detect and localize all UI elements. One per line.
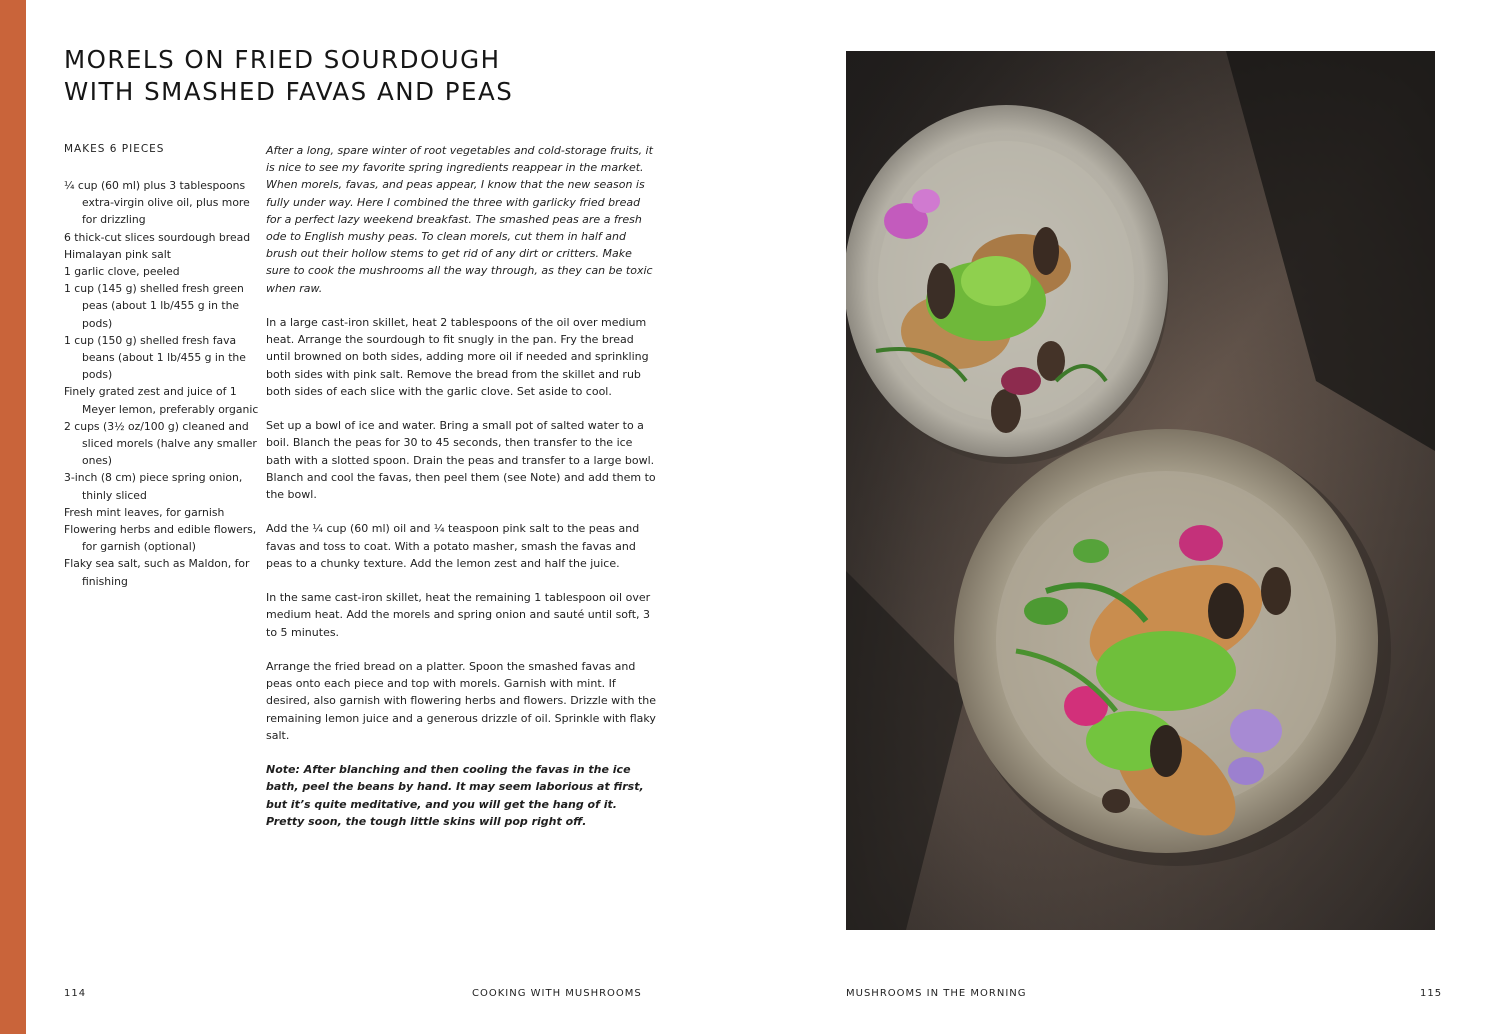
- recipe-title: [64, 44, 513, 108]
- ingredient-item: 3-inch (8 cm) piece spring onion, thinly sliced: [64, 471, 243, 502]
- ingredient-item: 1 cup (150 g) shelled fresh fava beans (about 1 lb/455 g in the pods): [64, 333, 246, 382]
- ingredient-item: 1 garlic clove, peeled: [64, 265, 180, 279]
- headnote: After a long, spare winter of root vegetables and cold-storage fruits, it is nice to see my favorite spring ingredients reappear in the market. When morels, favas, and peas appear, I know that the new season is fully under way. Here I combined the three with garlicky fried bread for a perfect lazy weekend breakfast. The smashed peas are a fresh ode to English mushy peas. To clean morels, cut them in half and brush out their hollow stems to get rid of any dirt or critters. Make sure to cook the mushrooms all the way through, as they can be toxic when raw.: [266, 144, 653, 295]
- method-step: Set up a bowl of ice and water. Bring a small pot of salted water to a boil. Blanch the peas for 30 to 45 seconds, then transfer to the ice bath with a slotted spoon. Drain the peas and transfer to a large bowl. Blanch and cool the favas, then peel them (see Note) and add them to the bowl.: [266, 419, 656, 502]
- ingredient-list: [64, 177, 260, 590]
- method-step: Arrange the fried bread on a platter. Spoon the smashed favas and peas onto each piece and top with morels. Garnish with mint. If desired, also garnish with flowering herbs and flowers. Drizzle with the remaining lemon juice and a generous drizzle of oil. Sprinkle with flaky salt.: [266, 660, 657, 742]
- recipe-photo: [846, 51, 1435, 930]
- ingredient-item: ¼ cup (60 ml) plus 3 tablespoons extra-virgin olive oil, plus more for drizzling: [64, 179, 250, 227]
- page-edge-color-band: [0, 0, 26, 1034]
- ingredient-item: Fresh mint leaves, for garnish: [64, 505, 225, 519]
- ingredient-item: 1 cup (145 g) shelled fresh green peas (about 1 lb/455 g in the pods): [64, 282, 244, 330]
- recipe-yield: MAKES 6 PIECES: [64, 143, 165, 155]
- ingredient-item: 6 thick-cut slices sourdough bread: [64, 230, 251, 244]
- ingredient-item: 2 cups (3½ oz/100 g) cleaned and sliced morels (halve any smaller ones): [64, 419, 257, 468]
- method-step: In the same cast-iron skillet, heat the remaining 1 tablespoon oil over medium heat. Add the morels and spring onion and sauté until soft, 3 to 5 minutes.: [266, 591, 651, 639]
- left-running-head: COOKING WITH MUSHROOMS: [472, 988, 642, 999]
- recipe-note: Note: After blanching and then cooling the favas in the ice bath, peel the beans by hand. It may seem laborious at first, but it’s quite meditative, and you will get the hang of it. Pretty soon, the tough little skins will pop right off.: [266, 763, 644, 828]
- ingredient-item: Flaky sea salt, such as Maldon, for finishing: [64, 557, 250, 588]
- recipe-title-line-2: WITH SMASHED FAVAS AND PEAS: [64, 77, 514, 106]
- right-page-number: 115: [1420, 988, 1443, 999]
- ingredient-item: Himalayan pink salt: [64, 247, 172, 261]
- method-step: In a large cast-iron skillet, heat 2 tablespoons of the oil over medium heat. Arrange the sourdough to fit snugly in the pan. Fry the bread until browned on both sides, adding more oil if needed and sprinkling both sides with pink salt. Remove the bread from the skillet and rub both sides of each slice with the garlic clove. Set aside to cool.: [266, 316, 649, 398]
- right-running-head: MUSHROOMS IN THE MORNING: [846, 988, 1027, 999]
- ingredient-item: Flowering herbs and edible flowers, for garnish (optional): [64, 523, 257, 554]
- left-page-number: 114: [64, 988, 87, 999]
- method-text: [266, 142, 658, 847]
- recipe-title-line-1: MORELS ON FRIED SOURDOUGH: [64, 45, 501, 74]
- ingredient-item: Finely grated zest and juice of 1 Meyer lemon, preferably organic: [64, 385, 259, 416]
- method-step: Add the ¼ cup (60 ml) oil and ¼ teaspoon pink salt to the peas and favas and toss to coat. With a potato masher, smash the favas and peas to a chunky texture. Add the lemon zest and half the juice.: [266, 522, 640, 570]
- plated-morels-illustration: [846, 51, 1435, 930]
